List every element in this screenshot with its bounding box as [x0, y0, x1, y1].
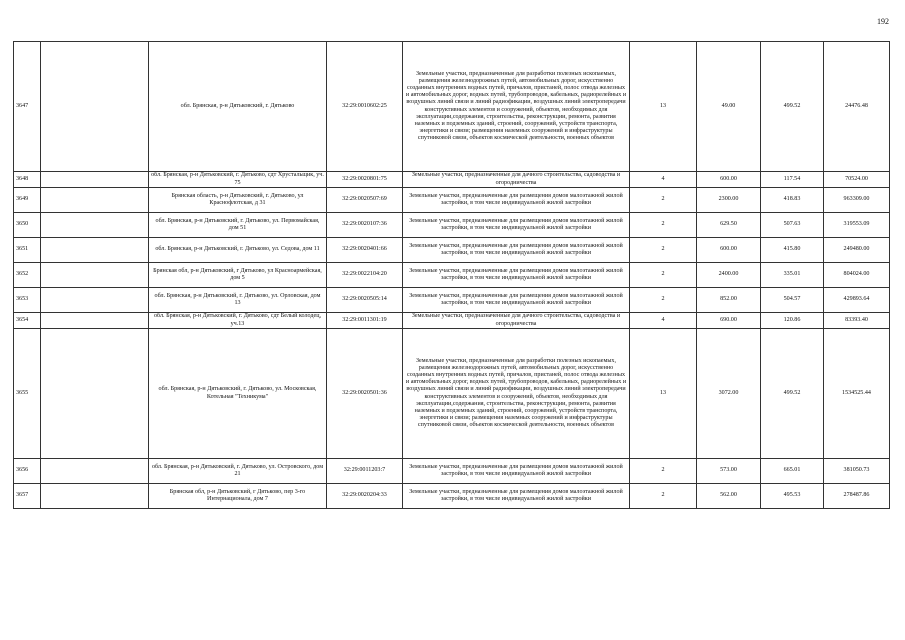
area-cell: 2400.00 — [697, 263, 761, 288]
area-cell: 600.00 — [697, 238, 761, 263]
specific-value-cell: 120.86 — [761, 313, 824, 329]
specific-value-cell: 495.53 — [761, 484, 824, 509]
blank-cell — [41, 172, 149, 188]
specific-value-cell: 499.52 — [761, 329, 824, 459]
address-cell: обл. Брянская, р-н Дятьковский, г. Дятьково, ул. Орловская, дом 13 — [149, 288, 327, 313]
blank-cell — [41, 484, 149, 509]
row-number: 3650 — [14, 213, 41, 238]
land-use-cell: Земельные участки, предназначенные для разработки полезных ископаемых, размещения железнодорожных путей, автомобильных дорог, искусственно созданных внутренних водных путей, причалов, пристаней, полос отвода железных и автомобильных дорог, водных путей, трубопроводов, кабельных, радиорелейных и воздушных линий связи и линий радиофикации, воздушных линий электропередачи конструктивных элементов и сооружений, объектов, необходимых для эксплуатации,содержания, строительства, реконструкции, ремонта, развития наземных и подземных зданий, строений, сооружений, устройств транспорта, энергетики и связи; размещения наземных сооружений и инфраструктуры спутниковой связи, объектов космической деятельности, военных объектов — [403, 329, 630, 459]
blank-cell — [41, 459, 149, 484]
cadastral-value-cell: 429893.64 — [824, 288, 890, 313]
land-use-cell: Земельные участки, предназначенные для дачного строительства, садоводства и огородничества — [403, 172, 630, 188]
land-use-cell: Земельные участки, предназначенные для размещения домов малоэтажной жилой застройки, в том числе индивидуальной жилой застройки — [403, 459, 630, 484]
use-group-cell: 4 — [630, 313, 697, 329]
cadastral-value-cell: 83393.40 — [824, 313, 890, 329]
specific-value-cell: 117.54 — [761, 172, 824, 188]
blank-cell — [41, 213, 149, 238]
use-group-cell: 2 — [630, 263, 697, 288]
area-cell: 629.50 — [697, 213, 761, 238]
row-number: 3655 — [14, 329, 41, 459]
area-cell: 600.00 — [697, 172, 761, 188]
cadastral-number-cell: 32:29:0020505:14 — [327, 288, 403, 313]
row-number: 3648 — [14, 172, 41, 188]
land-use-cell: Земельные участки, предназначенные для размещения домов малоэтажной жилой застройки, в том числе индивидуальной жилой застройки — [403, 288, 630, 313]
cadastral-number-cell: 32:29:0020204:33 — [327, 484, 403, 509]
table-row — [14, 263, 890, 288]
blank-cell — [41, 42, 149, 172]
cadastral-value-cell: 1534525.44 — [824, 329, 890, 459]
cadastral-value-cell: 24476.48 — [824, 42, 890, 172]
land-use-cell: Земельные участки, предназначенные для размещения домов малоэтажной жилой застройки, в том числе индивидуальной жилой застройки — [403, 238, 630, 263]
cadastral-number-cell: 32:29:0011203:7 — [327, 459, 403, 484]
row-number: 3649 — [14, 188, 41, 213]
cadastral-number-cell: 32:29:0020107:36 — [327, 213, 403, 238]
table-row — [14, 188, 890, 213]
table-row — [14, 329, 890, 459]
blank-cell — [41, 263, 149, 288]
address-cell: обл. Брянская, р-н Дятьковский, г. Дятьково, ул. Седова, дом 11 — [149, 238, 327, 263]
land-registry-table — [13, 41, 890, 509]
blank-cell — [41, 188, 149, 213]
area-cell: 3072.00 — [697, 329, 761, 459]
cadastral-number-cell: 32:29:0020801:75 — [327, 172, 403, 188]
page-number: 192 — [877, 17, 889, 26]
area-cell: 690.00 — [697, 313, 761, 329]
address-cell: Брянская область, р-н Дятьковский, г. Дятьково, ул Краснофлотская, д 31 — [149, 188, 327, 213]
cadastral-number-cell: 32:29:0010602:25 — [327, 42, 403, 172]
land-use-cell: Земельные участки, предназначенные для размещения домов малоэтажной жилой застройки, в том числе индивидуальной жилой застройки — [403, 263, 630, 288]
table-row — [14, 313, 890, 329]
row-number: 3653 — [14, 288, 41, 313]
use-group-cell: 4 — [630, 172, 697, 188]
specific-value-cell: 499.52 — [761, 42, 824, 172]
area-cell: 852.00 — [697, 288, 761, 313]
use-group-cell: 13 — [630, 42, 697, 172]
specific-value-cell: 335.01 — [761, 263, 824, 288]
cadastral-number-cell: 32:29:0011301:19 — [327, 313, 403, 329]
specific-value-cell: 504.57 — [761, 288, 824, 313]
cadastral-value-cell: 381050.73 — [824, 459, 890, 484]
table-row — [14, 459, 890, 484]
table-row — [14, 172, 890, 188]
address-cell: обл. Брянская, р-н Дятьковский, г. Дятьково, ул. Первомайская, дом 51 — [149, 213, 327, 238]
table-row — [14, 484, 890, 509]
row-number: 3652 — [14, 263, 41, 288]
area-cell: 573.00 — [697, 459, 761, 484]
use-group-cell: 13 — [630, 329, 697, 459]
land-use-cell: Земельные участки, предназначенные для размещения домов малоэтажной жилой застройки, в том числе индивидуальной жилой застройки — [403, 484, 630, 509]
cadastral-value-cell: 70524.00 — [824, 172, 890, 188]
address-cell: обл. Брянская, р-н Дятьковский, г. Дятьково — [149, 42, 327, 172]
area-cell: 2300.00 — [697, 188, 761, 213]
row-number: 3656 — [14, 459, 41, 484]
land-use-cell: Земельные участки, предназначенные для размещения домов малоэтажной жилой застройки, в том числе индивидуальной жилой застройки — [403, 188, 630, 213]
cadastral-value-cell: 804024.00 — [824, 263, 890, 288]
use-group-cell: 2 — [630, 459, 697, 484]
area-cell: 562.00 — [697, 484, 761, 509]
use-group-cell: 2 — [630, 213, 697, 238]
table-row — [14, 213, 890, 238]
land-use-cell: Земельные участки, предназначенные для дачного строительства, садоводства и огородничества — [403, 313, 630, 329]
specific-value-cell: 665.01 — [761, 459, 824, 484]
specific-value-cell: 507.63 — [761, 213, 824, 238]
table-row — [14, 238, 890, 263]
address-cell: обл. Брянская, р-н Дятьковский, г. Дятьково, ул. Островского, дом 21 — [149, 459, 327, 484]
use-group-cell: 2 — [630, 238, 697, 263]
row-number: 3654 — [14, 313, 41, 329]
specific-value-cell: 418.83 — [761, 188, 824, 213]
cadastral-number-cell: 32:29:0020401:66 — [327, 238, 403, 263]
use-group-cell: 2 — [630, 484, 697, 509]
specific-value-cell: 415.80 — [761, 238, 824, 263]
cadastral-value-cell: 278487.86 — [824, 484, 890, 509]
row-number: 3657 — [14, 484, 41, 509]
table-row — [14, 42, 890, 172]
address-cell: Брянская обл, р-н Дятьковский, г Дятьково, пер 3-го Интернационала, дом 7 — [149, 484, 327, 509]
cadastral-value-cell: 249480.00 — [824, 238, 890, 263]
area-cell: 49.00 — [697, 42, 761, 172]
blank-cell — [41, 288, 149, 313]
cadastral-number-cell: 32:29:0020501:36 — [327, 329, 403, 459]
cadastral-number-cell: 32:29:0020507:69 — [327, 188, 403, 213]
blank-cell — [41, 238, 149, 263]
land-use-cell: Земельные участки, предназначенные для размещения домов малоэтажной жилой застройки, в том числе индивидуальной жилой застройки — [403, 213, 630, 238]
use-group-cell: 2 — [630, 188, 697, 213]
cadastral-number-cell: 32:29:0022104:20 — [327, 263, 403, 288]
cadastral-value-cell: 963309.00 — [824, 188, 890, 213]
address-cell: обл. Брянская, р-н Дятьковский, г. Дятьково, ул. Московская, Котельная "Техникума" — [149, 329, 327, 459]
blank-cell — [41, 313, 149, 329]
blank-cell — [41, 329, 149, 459]
row-number: 3647 — [14, 42, 41, 172]
row-number: 3651 — [14, 238, 41, 263]
cadastral-value-cell: 319553.09 — [824, 213, 890, 238]
address-cell: обл. Брянская, р-н Дятьковский, г. Дятьково, сдт Хрустальщик, уч. 75 — [149, 172, 327, 188]
table-row — [14, 288, 890, 313]
land-use-cell: Земельные участки, предназначенные для разработки полезных ископаемых, размещения железнодорожных путей, автомобильных дорог, искусственно созданных внутренних водных путей, причалов, пристаней, полос отвода железных и автомобильных дорог, водных путей, трубопроводов, кабельных, радиорелейных и воздушных линий связи и линий радиофикации, воздушных линий электропередачи конструктивных элементов и сооружений, объектов, необходимых для эксплуатации,содержания, строительства, реконструкции, ремонта, развития наземных и подземных зданий, строений, сооружений, устройств транспорта, энергетики и связи; размещения наземных сооружений и инфраструктуры спутниковой связи, объектов космической деятельности, военных объектов — [403, 42, 630, 172]
address-cell: обл. Брянская, р-н Дятьковский, г. Дятьково, сдт Белый колодец, уч.13 — [149, 313, 327, 329]
use-group-cell: 2 — [630, 288, 697, 313]
address-cell: Брянская обл, р-н Дятьковский, г Дятьково, ул Красноармейская, дом 5 — [149, 263, 327, 288]
